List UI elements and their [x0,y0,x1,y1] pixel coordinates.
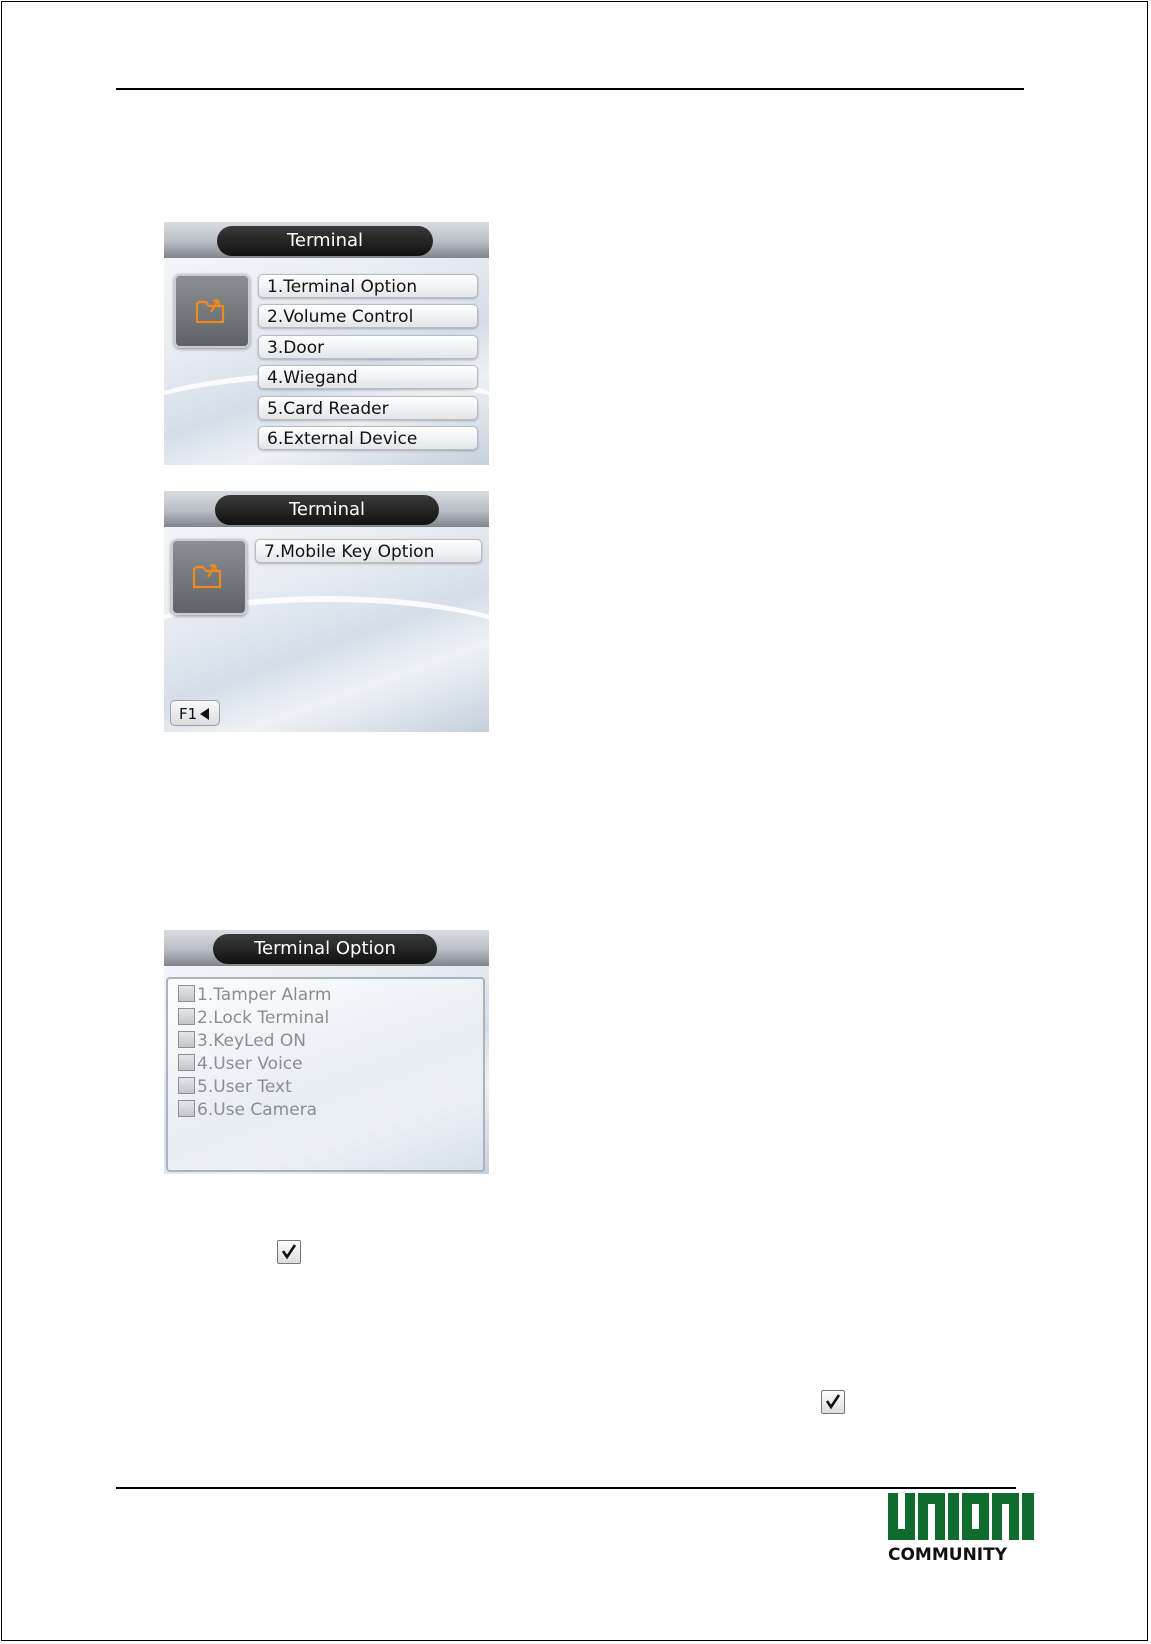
folder-icon [194,292,228,326]
title-bar [164,491,489,527]
folder-icon [191,557,225,591]
option-user-voice[interactable] [178,1053,303,1075]
option-label: 3.KeyLed ON [197,1031,306,1051]
menu-item-mobile-key-option[interactable]: 7.Mobile Key Option [255,539,482,563]
union-community-logo [888,1493,1034,1565]
option-user-text[interactable] [178,1076,292,1098]
checkbox-checked-icon [277,1240,301,1264]
terminal-option-screen [164,930,489,1174]
logo-subtitle: COMMUNITY [888,1545,1008,1565]
checkbox-checked-icon [821,1390,845,1414]
option-label: 2.Lock Terminal [197,1008,330,1028]
checkbox[interactable] [178,1054,195,1071]
f1-arrow-icon [200,708,209,720]
screen-title: Terminal [217,226,433,256]
option-lock-terminal[interactable] [178,1007,329,1029]
screen-title: Terminal [215,495,439,525]
option-keyled-on[interactable] [178,1030,306,1052]
screen-title: Terminal Option [213,934,437,964]
title-bar [164,222,489,258]
folder-tile [171,539,247,615]
f1-label: F1 [179,705,198,723]
option-label: 1.Tamper Alarm [197,985,332,1005]
checkbox[interactable] [178,1077,195,1094]
footer-rule [116,1487,1016,1489]
title-bar [164,930,489,966]
f1-button[interactable] [170,700,220,726]
menu-item-external-device[interactable]: 6.External Device [258,426,478,450]
menu-item-card-reader[interactable]: 5.Card Reader [258,396,478,420]
checkbox[interactable] [178,1008,195,1025]
folder-tile [174,274,250,348]
terminal-menu-screen [164,222,489,465]
option-tamper-alarm[interactable] [178,984,331,1006]
option-use-camera[interactable] [178,1099,317,1121]
checkbox[interactable] [178,985,195,1002]
option-label: 5.User Text [197,1077,292,1097]
option-label: 4.User Voice [197,1054,303,1074]
checkbox[interactable] [178,1031,195,1048]
header-rule [116,88,1024,90]
menu-item-volume-control[interactable]: 2.Volume Control [258,304,478,328]
union-wordmark [888,1493,1034,1540]
menu-item-wiegand[interactable]: 4.Wiegand [258,365,478,389]
menu-item-door[interactable]: 3.Door [258,335,478,359]
terminal-menu-screen-page2 [164,491,489,732]
checkbox[interactable] [178,1100,195,1117]
option-label: 6.Use Camera [197,1100,318,1120]
options-panel [166,977,485,1172]
menu-item-terminal-option[interactable]: 1.Terminal Option [258,274,478,298]
